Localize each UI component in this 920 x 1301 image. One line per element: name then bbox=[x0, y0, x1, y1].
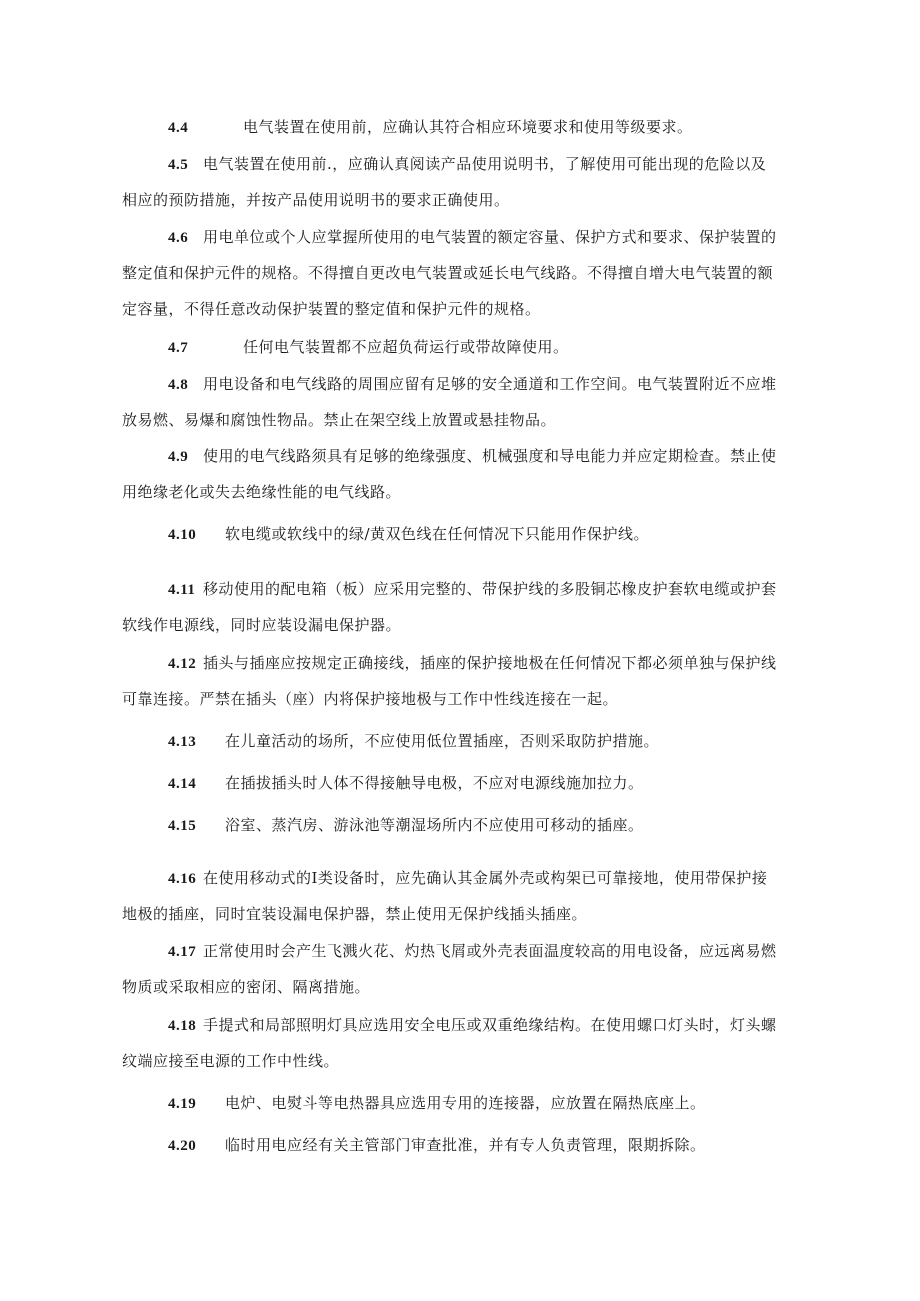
clause-text: 移动使用的配电箱（板）应采用完整的、带保护线的多股铜芯橡皮护套软电缆或护套 bbox=[203, 580, 777, 598]
clause-4-10 bbox=[122, 516, 792, 552]
clause-4-6 bbox=[122, 219, 792, 327]
clause-4-16 bbox=[122, 860, 792, 932]
clause-text: 相应的预防措施，并按产品使用说明书的要求正确使用。 bbox=[122, 191, 510, 209]
clause-text: 软电缆或软线中的绿/黄双色线在任何情况下只能用作保护线。 bbox=[225, 525, 650, 543]
clause-text: 使用的电气线路须具有足够的绝缘强度、机械强度和导电能力并应定期检查。禁止使 bbox=[203, 447, 777, 465]
clause-4-18 bbox=[122, 1007, 792, 1079]
clause-4-7 bbox=[122, 329, 792, 365]
clause-text: 任何电气装置都不应超负荷运行或带故障使用。 bbox=[243, 338, 569, 356]
clause-number: 4.11 bbox=[168, 582, 196, 598]
clause-number: 4.9 bbox=[168, 449, 189, 465]
clause-text: 用电设备和电气线路的周围应留有足够的安全通道和工作空间。电气装置附近不应堆 bbox=[203, 375, 777, 393]
clause-text: 软线作电源线，同时应装设漏电保护器。 bbox=[122, 616, 402, 634]
clause-number: 4.18 bbox=[168, 1018, 197, 1034]
clause-text: 放易燃、易爆和腐蚀性物品。禁止在架空线上放置或悬挂物品。 bbox=[122, 411, 557, 429]
clause-text: 地极的插座，同时宜装设漏电保护器，禁止使用无保护线插头插座。 bbox=[122, 905, 588, 923]
clause-number: 4.12 bbox=[168, 656, 197, 672]
clause-text: 插头与插座应按规定正确接线，插座的保护接地极在任何情况下都必须单独与保护线 bbox=[203, 654, 777, 672]
clause-number: 4.5 bbox=[168, 157, 189, 173]
clause-4-13 bbox=[122, 723, 792, 759]
clause-number: 4.15 bbox=[168, 818, 197, 834]
clause-text: 在插拔插头时人体不得接触导电极，不应对电源线施加拉力。 bbox=[225, 774, 644, 792]
clause-text: 电气装置在使用前，应确认其符合相应环境要求和使用等级要求。 bbox=[243, 118, 693, 136]
clause-4-17 bbox=[122, 933, 792, 1005]
clause-text: 可靠连接。严禁在插头（座）内将保护接地极与工作中性线连接在一起。 bbox=[122, 690, 619, 708]
clause-number: 4.4 bbox=[168, 120, 189, 136]
clause-number: 4.13 bbox=[168, 734, 197, 750]
clause-text: 用绝缘老化或失去绝缘性能的电气线路。 bbox=[122, 483, 402, 501]
clause-text: 在使用移动式的I类设备时，应先确认其金属外壳或构架已可靠接地，使用带保护接 bbox=[203, 869, 768, 887]
clause-number: 4.17 bbox=[168, 944, 197, 960]
clause-text: 定容量，不得任意改动保护装置的整定值和保护元件的规格。 bbox=[122, 300, 541, 318]
clause-4-14 bbox=[122, 765, 792, 801]
clause-text: 浴室、蒸汽房、游泳池等潮湿场所内不应使用可移动的插座。 bbox=[225, 816, 644, 834]
clause-number: 4.19 bbox=[168, 1096, 197, 1112]
clause-text: 电炉、电熨斗等电热器具应选用专用的连接器，应放置在隔热底座上。 bbox=[225, 1094, 706, 1112]
clause-4-20 bbox=[122, 1127, 792, 1163]
clause-number: 4.7 bbox=[168, 340, 189, 356]
clause-4-15 bbox=[122, 807, 792, 843]
clause-text: 物质或采取相应的密闭、隔离措施。 bbox=[122, 978, 371, 996]
clause-number: 4.20 bbox=[168, 1138, 197, 1154]
clause-4-9 bbox=[122, 438, 792, 510]
clause-text: 临时用电应经有关主管部门审查批准，并有专人负责管理，限期拆除。 bbox=[225, 1136, 706, 1154]
clause-4-8 bbox=[122, 366, 792, 438]
clause-4-11 bbox=[122, 571, 792, 643]
clause-number: 4.6 bbox=[168, 230, 189, 246]
clause-text: 在儿童活动的场所，不应使用低位置插座，否则采取防护措施。 bbox=[225, 732, 660, 750]
clause-4-5 bbox=[122, 146, 792, 218]
clause-text: 电气装置在使用前.，应确认真阅读产品使用说明书，了解使用可能出现的危险以及 bbox=[203, 155, 767, 173]
clause-number: 4.8 bbox=[168, 377, 189, 393]
clause-text: 正常使用时会产生飞溅火花、灼热飞屑或外壳表面温度较高的用电设备，应远离易燃 bbox=[203, 942, 777, 960]
clause-text: 用电单位或个人应掌握所使用的电气装置的额定容量、保护方式和要求、保护装置的 bbox=[203, 228, 777, 246]
clause-number: 4.14 bbox=[168, 776, 197, 792]
clause-text: 整定值和保护元件的规格。不得擅自更改电气装置或延长电气线路。不得擅自增大电气装置的额 bbox=[122, 264, 774, 282]
clause-4-19 bbox=[122, 1085, 792, 1121]
clause-4-4 bbox=[122, 109, 792, 145]
clause-number: 4.10 bbox=[168, 527, 197, 543]
clause-text: 手提式和局部照明灯具应选用安全电压或双重绝缘结构。在使用螺口灯头时，灯头螺 bbox=[203, 1016, 777, 1034]
clause-text: 纹端应接至电源的工作中性线。 bbox=[122, 1052, 340, 1070]
clause-4-12 bbox=[122, 645, 792, 717]
clause-number: 4.16 bbox=[168, 871, 197, 887]
